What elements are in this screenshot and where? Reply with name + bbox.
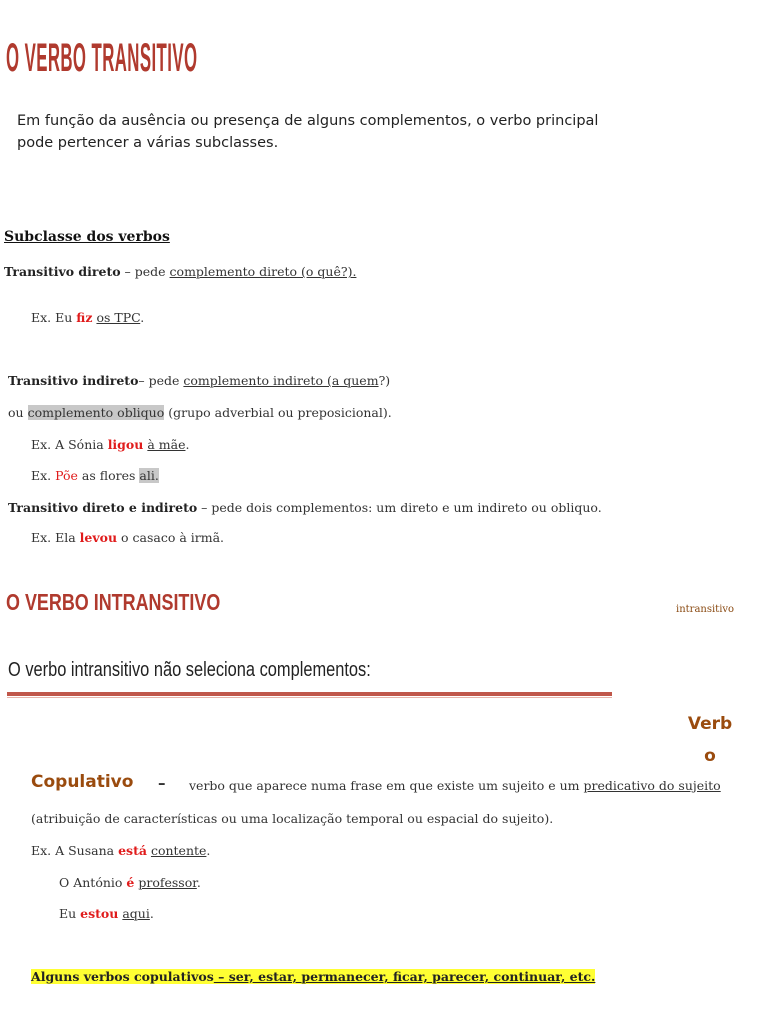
example-prefix: Ex. A Susana — [31, 843, 119, 858]
intransitivo-title: O VERBO INTRANSITIVO — [6, 589, 221, 615]
line-rest: (grupo adverbial ou preposicional). — [164, 405, 392, 420]
example-end: . — [140, 310, 145, 325]
example-verb: ligou — [107, 437, 144, 452]
complement-end: ?) — [378, 373, 391, 388]
copulativo-explanation: (atribuição de características ou uma localização temporal ou espacial do sujeito). — [31, 811, 554, 826]
term-label: Transitivo direto e indireto — [8, 500, 198, 515]
example-verb: Põe — [55, 468, 78, 483]
definition-text: – pede dois complementos: um direto e um indireto ou obliquo. — [197, 500, 602, 515]
side-line-1: Verb — [687, 714, 733, 734]
example-line — [31, 310, 144, 325]
intransitivo-small-label: intransitivo — [676, 604, 735, 615]
example-object: contente — [150, 843, 207, 858]
oblique-highlight: complemento obliquo — [27, 405, 165, 420]
list-items: – ser, estar, permanecer, ficar, parecer, continuar, etc. — [213, 969, 596, 984]
transitivo-direto-definition — [4, 264, 356, 279]
example-verb: levou — [79, 530, 118, 545]
divider-shadow — [7, 697, 612, 698]
example-rest: o casaco à irmã. — [117, 530, 225, 545]
copulativo-heading: Copulativo — [31, 772, 134, 792]
term-label: Transitivo direto — [4, 264, 121, 279]
example-object: ali. — [139, 468, 159, 483]
page-title: O VERBO TRANSITIVO — [6, 36, 198, 80]
divider — [7, 692, 612, 696]
term-label: Transitivo indireto — [8, 373, 139, 388]
example-line — [59, 875, 201, 890]
line-prefix: ou — [8, 405, 28, 420]
example-line — [31, 468, 159, 483]
example-end: . — [196, 875, 201, 890]
side-line-2: o — [704, 746, 716, 766]
example-prefix: Ex. A Sónia — [31, 437, 108, 452]
verbo-side-heading — [680, 708, 740, 772]
example-prefix: Eu — [59, 906, 81, 921]
definition-text: verbo que aparece numa frase em que existe um sujeito e um — [189, 778, 584, 793]
transitivo-indireto-definition — [8, 373, 390, 388]
example-line — [31, 530, 224, 545]
example-verb: fiz — [76, 310, 93, 325]
definition-text: – pede — [120, 264, 170, 279]
example-middle: as flores — [77, 468, 140, 483]
example-line — [31, 437, 189, 452]
example-line — [31, 843, 210, 858]
example-object: os TPC — [96, 310, 141, 325]
example-end: . — [206, 843, 211, 858]
transitivo-direto-indireto-definition — [8, 500, 602, 515]
example-end: . — [185, 437, 190, 452]
section-heading: Subclasse dos verbos — [4, 229, 170, 245]
complement-text: complemento indireto (a quem — [183, 373, 379, 388]
definition-text: – pede — [138, 373, 184, 388]
example-verb: é — [126, 875, 135, 890]
intro-paragraph: Em função da ausência ou presença de alguns complementos, o verbo principal pode pertencer a várias subclasses. — [17, 113, 599, 151]
example-object: à mãe — [147, 437, 186, 452]
copulativo-verbs-list — [31, 969, 595, 984]
example-object: aqui — [122, 906, 150, 921]
example-object: professor — [138, 875, 197, 890]
example-end: . — [149, 906, 154, 921]
example-line — [59, 906, 154, 921]
example-prefix: Ex. Ela — [31, 530, 80, 545]
complement-text: complemento direto (o quê?). — [169, 264, 357, 279]
copulativo-dash: – — [158, 774, 166, 792]
oblique-line — [8, 405, 392, 420]
example-prefix: Ex. Eu — [31, 310, 77, 325]
copulativo-definition — [189, 778, 721, 793]
example-prefix: O António — [59, 875, 127, 890]
list-label: Alguns verbos copulativos — [31, 969, 214, 984]
predicativo-text: predicativo do sujeito — [583, 778, 721, 793]
example-prefix: Ex. — [31, 468, 56, 483]
example-verb: estou — [80, 906, 119, 921]
example-verb: está — [118, 843, 147, 858]
intransitivo-subtitle: O verbo intransitivo não seleciona complementos: — [8, 659, 371, 681]
